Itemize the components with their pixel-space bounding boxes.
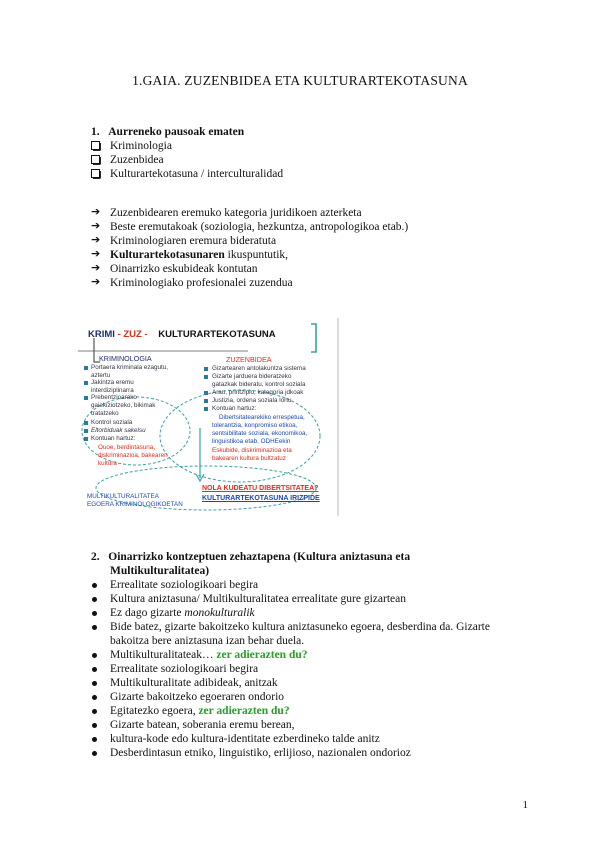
slide-header: KRIMI - ZUZ - KULTURARTEKOTASUNA <box>88 329 276 340</box>
right-blue-text: tolerantzia, konpromiso etikoa, <box>212 422 298 429</box>
list-item: Kultura aniztasuna/ Multikulturalitatea errealitate gure gizartean <box>110 593 406 605</box>
list-item: Zuzenbidea <box>110 154 164 166</box>
bullet-icon <box>92 681 97 686</box>
checkbox-icon <box>91 141 101 151</box>
right-blue-text: Dibertsitatearekiko errespetua, <box>219 414 305 421</box>
list-item: Desberdintasun etniko, linguistiko, erlijioso, nazionalen ondorioz <box>110 747 411 759</box>
bullet-icon <box>84 381 88 385</box>
arrow-right-icon: ➔ <box>91 247 101 260</box>
left-item: Prebentzioarako <box>91 394 137 401</box>
bullet-icon <box>92 737 97 742</box>
bullet-icon <box>84 429 88 433</box>
left-item: tratatzeko <box>91 410 119 417</box>
bullet-icon <box>84 421 88 425</box>
list-item: Egitatezko egoera, zer adierazten du? <box>110 705 290 717</box>
arrow-right-icon: ➔ <box>91 219 101 232</box>
bullet-icon <box>84 437 88 441</box>
arrow-item: Kulturartekotasunaren ikuspuntutik, <box>110 249 289 261</box>
list-item: Errealitate soziologikoari begira <box>110 663 259 675</box>
checkbox-icon <box>91 155 101 165</box>
left-item: Eltorbiduak sakelsu <box>91 427 146 434</box>
left-item: Portaera kriminala ezagutu, <box>91 364 169 371</box>
left-item: Kontuan hartuz: <box>91 435 136 442</box>
left-item: Jakintza eremu <box>91 379 134 386</box>
arrow-right-icon: ➔ <box>91 261 101 274</box>
list-item: kultura-kode edo kultura-identitate ezberdineko talde anitz <box>110 733 380 745</box>
bullet-icon <box>84 396 88 400</box>
right-blue-text: linguistikoa etab. ODHEekin <box>212 438 291 445</box>
list-item: Gizarte batean, soberania eremu berean, <box>110 719 295 731</box>
left-heading: KRIMINOLOGIA <box>99 354 152 363</box>
left-red-text: kultura <box>98 460 117 467</box>
arrow-right-icon: ➔ <box>91 233 101 246</box>
arrow-item: Kriminologiaren eremura bideratuta <box>110 235 277 247</box>
list-item: Multikulturalitateak… zer adierazten du? <box>110 649 308 661</box>
list-item: Multikulturalitate adibideak, anitzak <box>110 677 278 689</box>
left-bottom-text: EGOERA KRIMINOLOGIKOETAN <box>87 501 183 508</box>
right-item: Justizia, ordena soziala lortu <box>212 397 292 404</box>
arrow-item: Kriminologiako profesionalei zuzendua <box>110 277 293 289</box>
bullet-icon <box>204 407 208 411</box>
left-item: Kontrol soziala <box>91 419 133 426</box>
left-item: gaiekiziotzeko, bikimak <box>91 402 156 409</box>
right-item: gatazkak bideratu, kontrol soziala <box>212 381 306 388</box>
right-item: Kontuan hartuz: <box>212 405 257 412</box>
bullet-icon <box>92 695 97 700</box>
page-title: 1.GAIA. ZUZENBIDEA ETA KULTURARTEKOTASUNA <box>132 73 468 88</box>
bullet-icon <box>92 751 97 756</box>
left-red-text: Ouoe, berdintasuna, <box>98 444 156 451</box>
arrow-right-icon: ➔ <box>91 205 101 218</box>
bullet-icon <box>92 583 97 588</box>
page-number: 1 <box>522 799 528 811</box>
section2-heading: 2. Oinarrizko kontzeptuen zehaztapena (Kultura aniztasuna eta <box>91 551 411 563</box>
bullet-icon <box>204 375 208 379</box>
left-bottom-text: MULTIKULTURALITATEA <box>87 493 159 500</box>
right-red-text: Eskubide, diskriminazioa eta <box>212 447 292 454</box>
list-item: Gizarte bakoitzeko egoeraren ondorio <box>110 691 285 703</box>
list-item: Bide batez, gizarte bakoitzeko kultura aniztasuneko egoera, desberdina da. Gizarte <box>110 621 490 633</box>
arrow-right-icon: ➔ <box>91 275 101 288</box>
list-item: Kulturartekotasuna / interculturalidad <box>110 168 284 180</box>
bullet-icon <box>92 625 97 630</box>
bullet-icon <box>92 667 97 672</box>
right-item: Gizarte jarduera bideratzeko <box>212 373 292 380</box>
section2-heading-cont: Multikulturalitatea) <box>110 565 210 577</box>
list-item: Ez dago gizarte monokulturalik <box>110 607 255 619</box>
left-item: aztertu <box>91 372 111 379</box>
list-item: Kriminologia <box>110 140 172 152</box>
slide-diagram <box>78 318 340 516</box>
bullet-icon <box>92 653 97 658</box>
bullet-icon <box>84 366 88 370</box>
arrow-item: Beste eremutakoak (soziologia, hezkuntza, antropologikoa etab.) <box>110 221 409 233</box>
bullet-icon <box>92 597 97 602</box>
section1-heading: 1. Aurreneko pausoak ematen <box>91 126 245 138</box>
right-item: Arau, printzipio, kategoria jdkoak <box>212 389 304 396</box>
right-blue-text: sentsibilitate soziala, ekonomikoa, <box>212 430 308 437</box>
bullet-icon <box>92 709 97 714</box>
right-item: Gizartearen antolakuntza sistema <box>212 365 306 372</box>
left-red-text: diskriminazioa, bakearen <box>98 452 168 459</box>
bullet-icon <box>204 391 208 395</box>
bottom-criterion: KULTURARTEKOTASUNA IRIZPIDE <box>202 495 320 502</box>
list-item-cont: bakoitza bere aniztasuna izan behar duela. <box>110 635 305 647</box>
left-item: interdiziplinarra <box>91 387 134 394</box>
arrow-item: Zuzenbidearen eremuko kategoria juridikoen azterketa <box>110 207 362 219</box>
bullet-icon <box>204 399 208 403</box>
bullet-icon <box>204 367 208 371</box>
arrow-item: Oinarrizko eskubideak kontutan <box>110 263 258 275</box>
right-red-text: bakearen kultura bultzatuz <box>212 455 286 462</box>
bottom-question: NOLA KUDEATU DIBERTSITATEA? <box>202 485 319 492</box>
right-heading: ZUZENBIDEA <box>226 355 272 364</box>
bullet-icon <box>92 611 97 616</box>
bullet-icon <box>92 723 97 728</box>
checkbox-icon <box>91 169 101 179</box>
list-item: Errealitate soziologikoari begira <box>110 579 259 591</box>
